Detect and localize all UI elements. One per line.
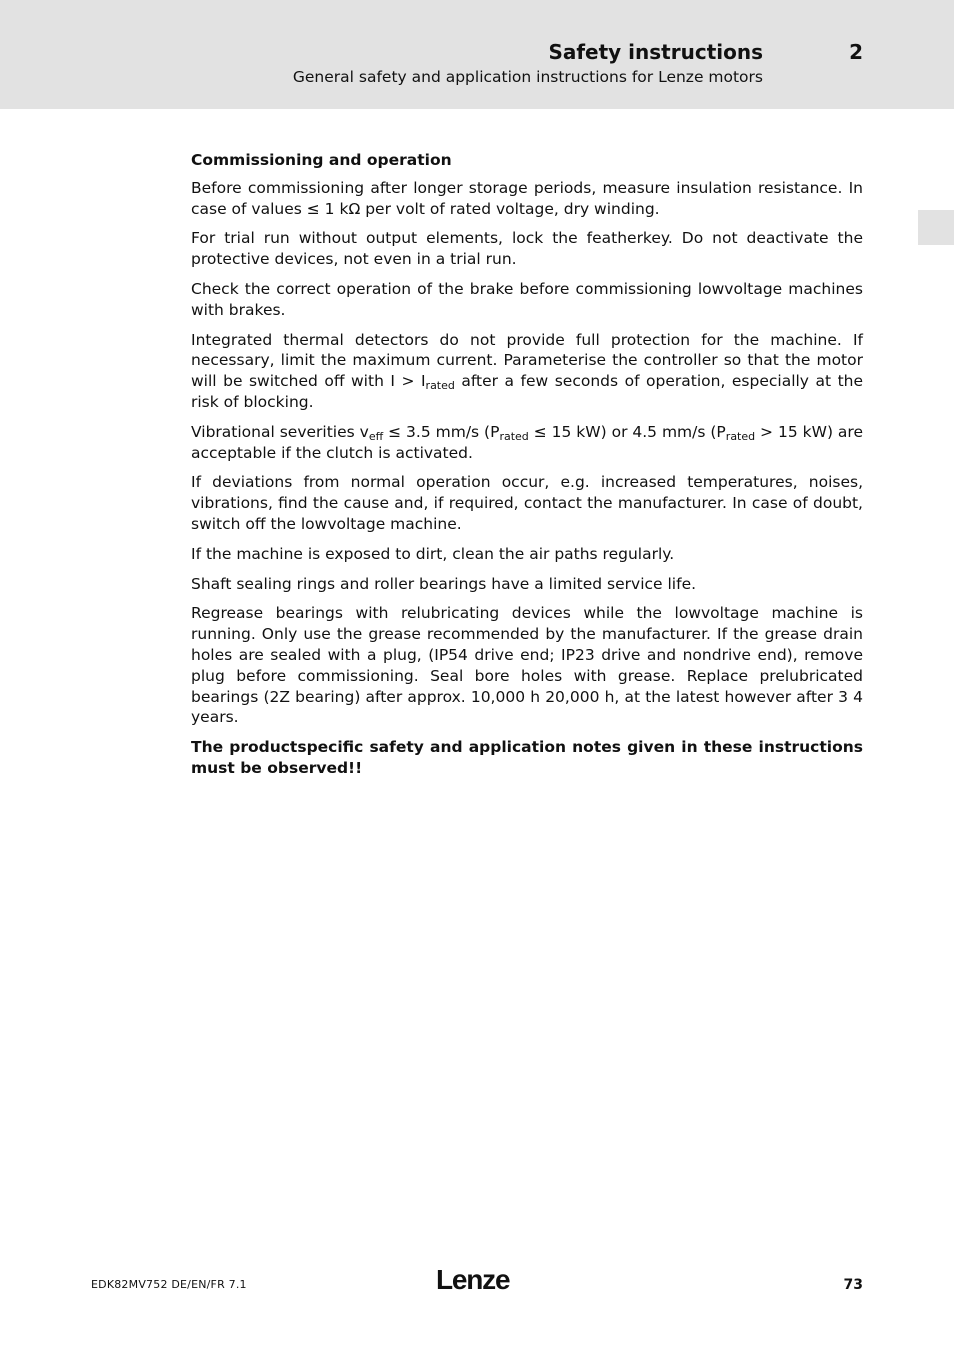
paragraph-thermal-detectors [191,330,863,413]
chapter-side-tab [918,210,954,245]
chapter-number: 2 [849,40,863,64]
document-code: EDK82MV752 DE/EN/FR 7.1 [91,1278,247,1291]
paragraph-trial-run: For trial run without output elements, lock the featherkey. Do not deactivate the protective devices, not even in a trial run. [191,229,863,269]
paragraph-service-life: Shaft sealing rings and roller bearings have a limited service life. [191,574,697,593]
paragraph-notice: The productspecific safety and application notes given in these instructions must be observed!! [191,738,863,777]
subscript: rated [425,379,455,393]
text-run: after a few seconds of operation, especially at the risk of blocking. [191,372,864,411]
text-run: Integrated thermal detectors do not provide full protection for the machine. If necessary, limit the maximum current. Parameterise the controller so that the motor will be switched off with I > I [191,330,863,391]
lenze-logo-text: Lenze [436,1264,510,1294]
page-number: 73 [843,1277,863,1293]
lenze-logo [436,1264,516,1294]
subscript: eff [368,429,384,443]
paragraph-brake: Check the correct operation of the brake before commissioning lowvoltage machines with brakes. [191,279,863,319]
subscript: rated [499,429,529,443]
text-run: > 15 kW) are acceptable if the clutch is activated. [191,422,863,462]
subscript: rated [725,429,756,443]
page-content [191,150,863,788]
paragraph-regrease: Regrease bearings with relubricating devices while the lowvoltage machine is running. Only use the grease recommended by the manufacturer. If the grease drain holes are sealed with a plug, (IP54 drive end; IP23 drive and nondrive end), remove plug before commissioning. Seal bore holes with grease. Replace prelubricated bearings (2Z bearing) after approx. 10,000 h 20,000 h, at the latest however after 3 4 years. [191,604,863,727]
chapter-subtitle: General safety and application instructions for Lenze motors [292,68,763,86]
section-heading: Commissioning and operation [191,151,452,169]
text-run: ≤ 3.5 mm/s (P [383,422,500,441]
header-band [0,0,954,109]
paragraph-vibration [191,422,863,464]
text-run: Vibrational severities v [191,422,369,441]
paragraph-deviations: If deviations from normal operation occur, e.g. increased temperatures, noises, vibrations, find the cause and, if required, contact the manufacturer. In case of doubt, switch off the lowvoltage machine. [191,473,863,533]
paragraph-dirt: If the machine is exposed to dirt, clean the air paths regularly. [191,544,675,563]
paragraph-storage: Before commissioning after longer storage periods, measure insulation resistance. In case of values ≤ 1 kΩ per volt of rated voltage, dry winding. [191,178,863,218]
text-run: ≤ 15 kW) or 4.5 mm/s (P [528,422,726,441]
chapter-title: Safety instructions [548,40,763,64]
